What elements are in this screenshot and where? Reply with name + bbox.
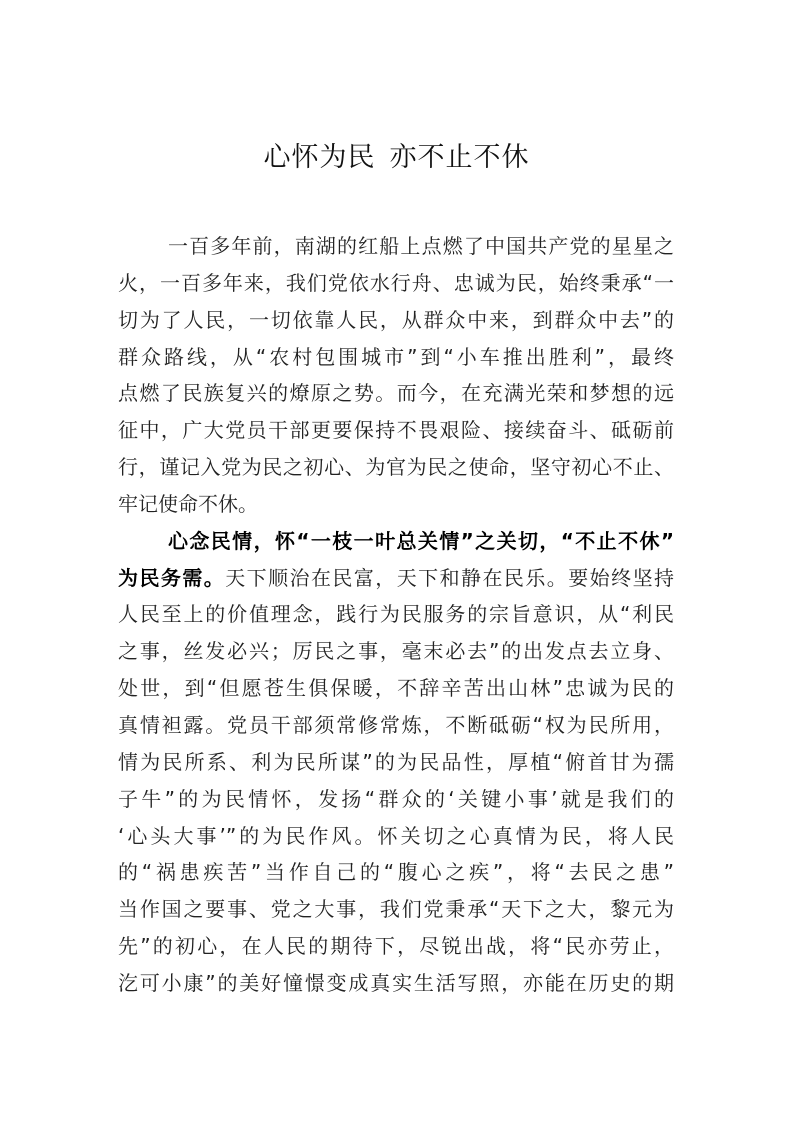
paragraph-line: 点燃了民族复兴的燎原之势。而今，在充满光荣和梦想的远 — [118, 381, 674, 406]
paragraph-line: 情为民所系、利为民所谋”的为民品性，厚植“俯首甘为孺 — [118, 749, 674, 774]
paragraph-line: 行，谨记入党为民之初心、为官为民之使命，坚守初心不止、 — [118, 455, 674, 480]
paragraph-line: 人民至上的价值理念，践行为民服务的宗旨意识，从“利民 — [118, 602, 674, 627]
paragraph-line: 子牛”的为民情怀，发扬“群众的‘关键小事’就是我们的 — [118, 786, 674, 811]
paragraph-line: ‘心头大事’”的为民作风。怀关切之心真情为民，将人民 — [118, 823, 674, 848]
title-part-1: 心怀为民 — [263, 142, 376, 173]
paragraph-line: 汔可小康”的美好憧憬变成真实生活写照，亦能在历史的期 — [118, 970, 674, 995]
paragraph-line: 征中，广大党员干部更要保持不畏艰险、接续奋斗、砥砺前 — [118, 418, 674, 443]
paragraph-text: 天下顺治在民富，天下和静在民乐。要始终坚持 — [225, 565, 675, 590]
paragraph-line — [118, 560, 674, 597]
paragraph-line: 先”的初心，在人民的期待下，尽锐出战，将“民亦劳止， — [118, 934, 674, 959]
section-heading-line: 心念民情，怀“一枝一叶总关情”之关切，“不止不休” — [168, 528, 674, 553]
paragraph-line: 群众路线，从“农村包围城市”到“小车推出胜利”，最终 — [118, 344, 674, 369]
paragraph-line: 一百多年前，南湖的红船上点燃了中国共产党的星星之 — [168, 234, 674, 258]
paragraph-line: 切为了人民，一切依靠人民，从群众中来，到群众中去”的 — [118, 307, 674, 332]
paragraph-line: 之事，丝发必兴；厉民之事，毫末必去”的出发点去立身、 — [118, 639, 674, 664]
document-body — [118, 228, 674, 1002]
paragraph-line: 处世，到“但愿苍生俱保暖，不辞辛苦出山林”忠诚为民的 — [118, 676, 674, 701]
document-title — [0, 141, 793, 175]
paragraph-1 — [118, 228, 674, 523]
paragraph-line: 火，一百多年来，我们党依水行舟、忠诚为民，始终秉承“一 — [118, 270, 674, 295]
paragraph-line: 牢记使命不休。 — [118, 491, 258, 516]
section-heading-tail: 为民务需。 — [118, 565, 226, 590]
paragraph-line: 真情袒露。党员干部须常修常炼，不断砥砺“权为民所用， — [118, 712, 674, 737]
title-part-2: 亦不止不休 — [389, 142, 530, 173]
paragraph-2 — [118, 523, 674, 1002]
paragraph-line: 当作国之要事、党之大事，我们党秉承“天下之大，黎元为 — [118, 897, 674, 922]
paragraph-line: 的“祸患疾苦”当作自己的“腹心之疾”，将“去民之患” — [118, 860, 674, 885]
